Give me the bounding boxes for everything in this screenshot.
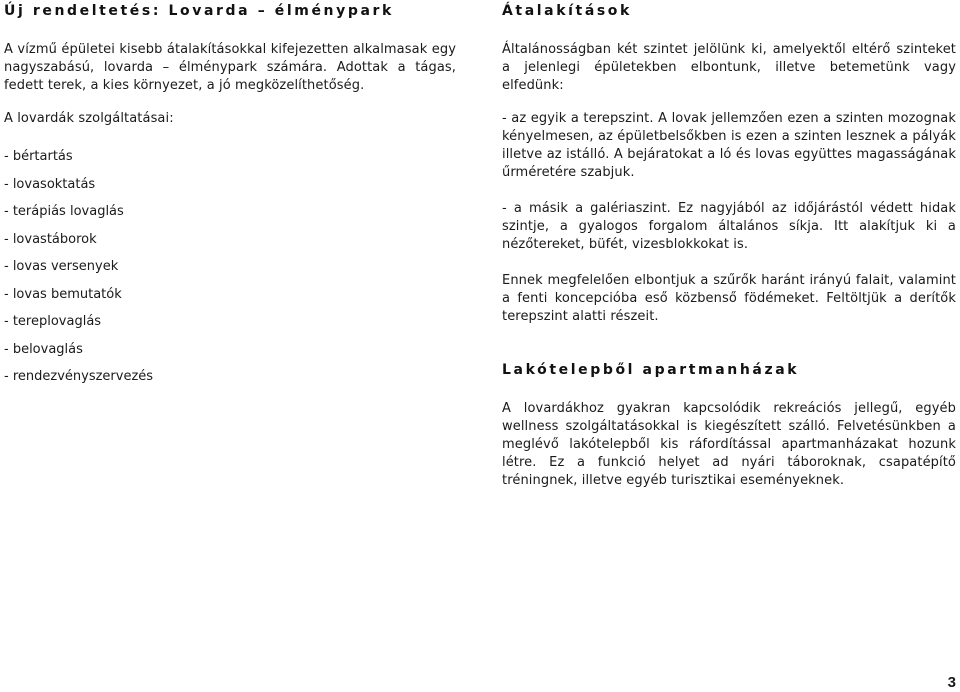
services-title: A lovardák szolgáltatásai: [4, 111, 174, 126]
heading-part-1: Új rendeltetés: Lovarda [4, 3, 251, 19]
intro-paragraph: A vízmű épületei kisebb átalakításokkal kifejezetten alkalmasak egy nagyszabású, lovarda – élménypark számára. Adottak a tágas, fedett terek, a kies környezet, a jó megközelíthetőség. [4, 42, 456, 93]
list-item: - belovaglás [4, 341, 83, 357]
paragraph-ground-level: - az egyik a terepszint. A lovak jellemzően ezen a szinten mozognak kényelmesen, az épületbelsőkben is ezen a szinten lesznek a pályák illetve az istálló. A bejáratokat a ló és lovas együttes magasságának űrméretére szabjuk. [502, 111, 956, 180]
paragraph-demolition: Ennek megfelelően elbontjuk a szűrők haránt irányú falait, valamint a fenti koncepcióba eső közbenső födémeket. Feltöltjük a derítők terepszint alatti részeit. [502, 273, 956, 324]
section-heading-renovations: Átalakítások [502, 3, 632, 19]
list-item: - bértartás [4, 149, 73, 164]
page-number: 3 [947, 674, 956, 691]
list-item: - lovas bemutatók [4, 286, 122, 302]
list-item: - lovastáborok [4, 231, 97, 247]
paragraph-levels: Általánosságban két szintet jelölünk ki, amelyektől eltérő szinteket a jelenlegi épületekben elbontunk, illetve betemetünk vagy elfedünk: [502, 42, 956, 93]
list-item: - lovasoktatás [4, 176, 96, 192]
list-item: - lovas versenyek [4, 259, 119, 274]
paragraph-gallery-level: - a másik a galériaszint. Ez nagyjából az időjárástól védett hidak szintje, a gyalogos forgalom általános síkja. Itt alakítjuk ki a nézőtereket, büfét, vizesblokkokat is. [502, 201, 956, 252]
heading-separator: – [257, 3, 268, 19]
section-heading-apartments: Lakótelepből apartmanházak [502, 362, 800, 378]
list-item: - terápiás lovaglás [4, 204, 124, 219]
section-heading-new-function [4, 3, 394, 19]
paragraph-apartments: A lovardákhoz gyakran kapcsolódik rekreációs jellegű, egyéb wellness szolgáltatásokkal is kiegészített szálló. Felvetésünkben a meglévő lakótelepből kis ráfordítással apartmanházakat hozunk létre. Ez a funkció helyet ad nyári táboroknak, csapatépítő tréningnek, illetve egyéb turisztikai eseményeknek. [502, 401, 956, 488]
list-item: - rendezvényszervezés [4, 369, 154, 384]
services-list [4, 148, 153, 396]
list-item: - tereplovaglás [4, 314, 102, 329]
heading-part-2: élménypark [274, 3, 394, 19]
